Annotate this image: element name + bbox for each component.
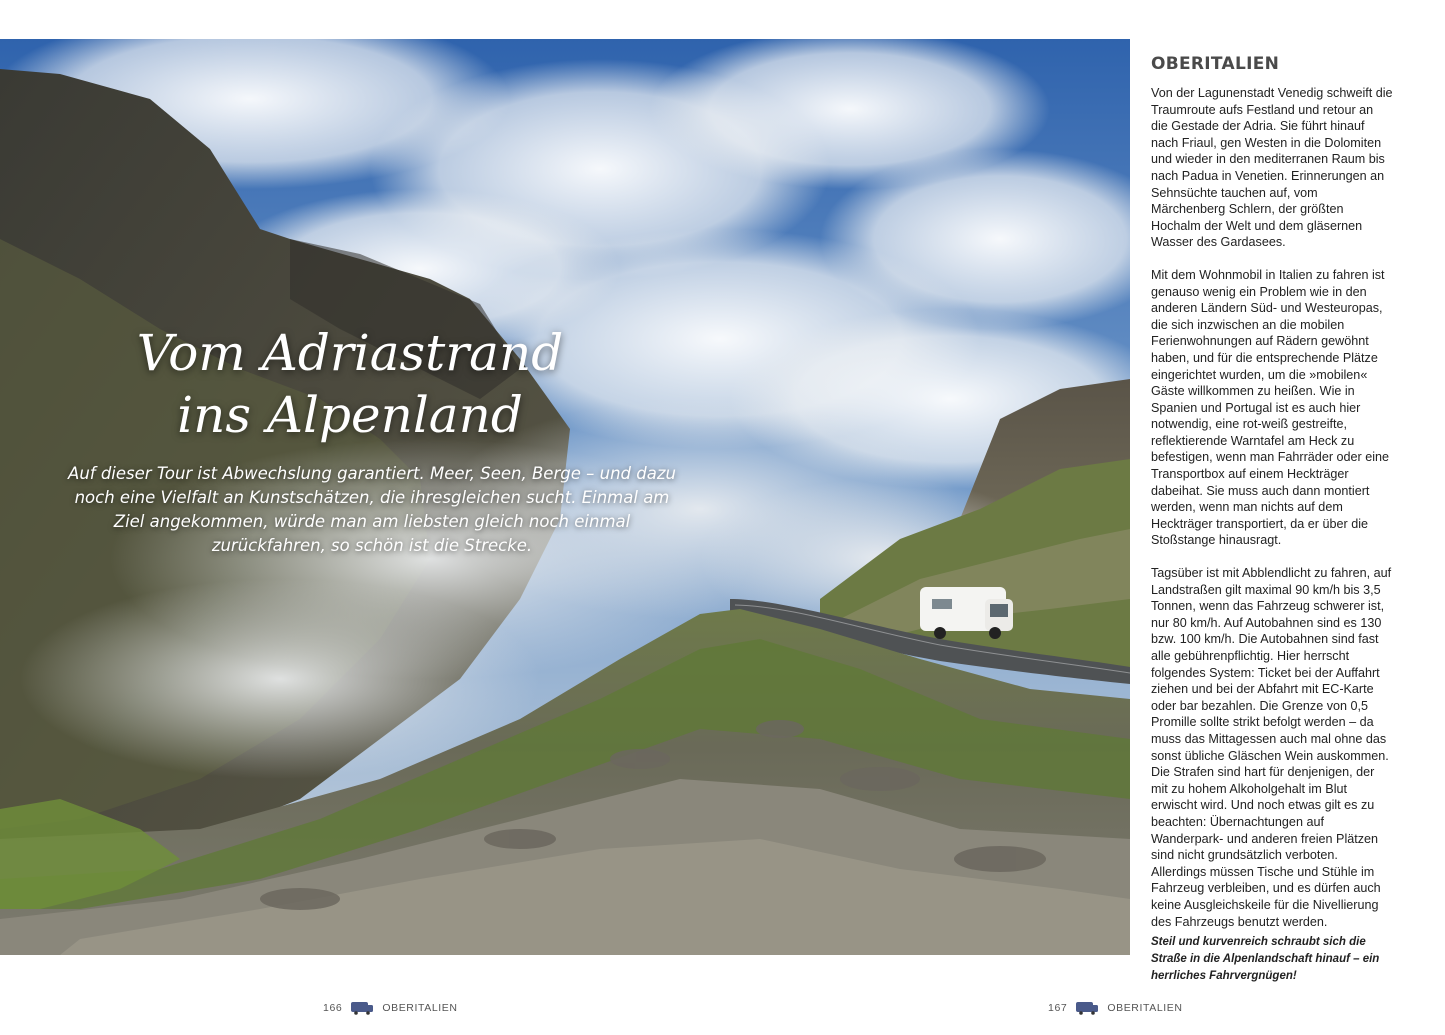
motorhome-icon [350,1001,374,1015]
section-title: OBERITALIEN [1151,54,1280,74]
paragraph: Tagsüber ist mit Abblendlicht zu fahren, auf Landstraßen gilt maximal 90 km/h bis 3,5 Tonnen, wenn das Fahrzeug schwerer ist, nur 80 km/h. Auf Autobahnen sind es 130 bzw. 100 km/h. Die Autobahnen sind fast alle gebührenpflichtig. Hier herrscht folgendes System: Ticket bei der Auffahrt ziehen und bei der Abfahrt mit EC-Karte oder bar bezahlen. Die Grenze von 0,5 Promille sollte strikt befolgt werden – da muss das Mittagessen auch mal ohne das sonst übliche Gläschen Wein auskommen. Die Strafen sind hart für denjenigen, der mit zu hohem Alkoholgehalt im Blut erwischt wird. Und noch etwas gilt es zu beachten: Übernachtungen auf Wanderpark- und anderen freien Plätzen sind nicht grundsätzlich verboten. Allerdings müssen Tische und Stühle im Fahrzeug verbleiben, und es dürfen auch keine Ausgleichskeile für die Nivellierung des Fahrzeugs benutzt werden. [1151,566,1392,929]
photo-caption: Steil und kurvenreich schraubt sich die Straße in die Alpenlandschaft hinauf – ein herrliches Fahrvergnügen! [1151,936,1380,982]
headline-line-1: Vom Adriastrand [136,324,564,382]
headline-line-2: ins Alpenland [177,386,523,444]
headline [60,322,640,446]
motorhome-icon [1075,1001,1099,1015]
page-number-right: 167 [1048,1002,1068,1014]
footer-right [1048,1001,1183,1015]
section-name-right: OBERITALIEN [1107,1002,1183,1014]
section-name-left: OBERITALIEN [382,1002,458,1014]
paragraph: Mit dem Wohnmobil in Italien zu fahren ist genauso wenig ein Problem wie in den anderen Ländern Süd- und Westeuropas, die sich inzwischen an die mobilen Ferienwohnungen auf Rädern gewöhnt haben, und für die entsprechende Plätze eingerichtet wurden, um die »mobilen« Gäste willkommen zu heißen. Wie in Spanien und Portugal ist es auch hier notwendig, eine rot-weiß gestreifte, reflektierende Warntafel am Heck zu befestigen, wenn man Fahrräder oder eine Transportbox auf einem Heckträger dabeihat. Sie muss auch dann montiert werden, wenn man nichts auf dem Heckträger transportiert, da er über die Stoßstange hinausragt. [1151,267,1390,548]
footer-left [323,1001,458,1015]
article-column [1151,54,1393,946]
intro-text: Auf dieser Tour ist Abwechslung garantiert. Meer, Seen, Berge – und dazu noch eine Vielfalt an Kunstschätzen, die ihresgleichen sucht. Einmal am Ziel angekommen, würde man am liebsten gleich noch einmal zurückfahren, so schön ist die Strecke. [68,464,676,555]
page-number-left: 166 [323,1002,343,1014]
paragraph: Von der Lagunenstadt Venedig schweift die Traumroute aufs Festland und retour an die Gestade der Adria. Sie führt hinauf nach Friaul, gen Westen in die Dolomiten und wieder in den mediterranen Raum bis nach Padua in Venetien. Erinnerungen an Sehnsüchte tauchen auf, vom Märchenberg Schlern, der größten Hochalm der Welt und dem gläsernen Wasser des Gardasees. [1151,86,1393,250]
